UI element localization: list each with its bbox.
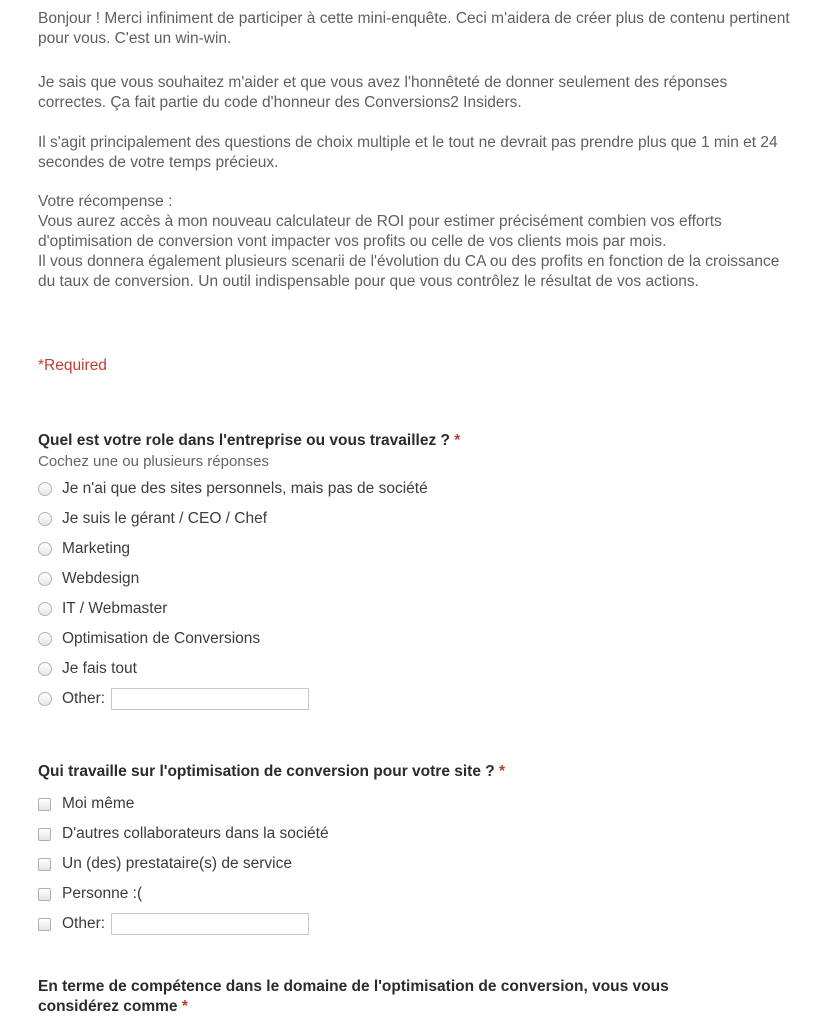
question-title-line-2: considérez comme: [38, 998, 178, 1015]
role-option-webdesign[interactable]: [38, 564, 798, 594]
checkbox[interactable]: [38, 798, 51, 811]
question-title: [38, 977, 798, 1017]
question-title-line-2-wrap: [38, 997, 798, 1017]
role-option-personal-sites[interactable]: [38, 474, 798, 504]
role-options: [38, 474, 798, 714]
who-option-nobody[interactable]: [38, 879, 798, 909]
radio-button[interactable]: [38, 572, 52, 586]
role-option-everything[interactable]: [38, 654, 798, 684]
role-option-ceo[interactable]: [38, 504, 798, 534]
reward-text-2: Il vous donnera également plusieurs scenarii de l'évolution du CA ou des profits en fonction de la croissance du taux de conversion. Un outil indispensable pour que vous contrôlez le résultat de vos actions.: [38, 253, 780, 290]
checkbox[interactable]: [38, 858, 51, 871]
option-label: Marketing: [62, 540, 131, 557]
option-label: IT / Webmaster: [62, 600, 168, 617]
radio-button[interactable]: [38, 692, 52, 706]
who-other-input[interactable]: [111, 913, 309, 935]
question-competence: [38, 977, 798, 1017]
role-other-input[interactable]: [111, 688, 309, 710]
intro-duration: Il s'agit principalement des questions de choix multiple et le tout ne devrait pas prendre plus que 1 min et 24 secondes de votre temps précieux.: [38, 134, 778, 171]
question-title-line-1: En terme de compétence dans le domaine de l'optimisation de conversion, vous vous: [38, 978, 669, 995]
option-label: Je suis le gérant / CEO / Chef: [62, 510, 268, 527]
role-option-other[interactable]: [38, 684, 798, 714]
role-option-it-webmaster[interactable]: [38, 594, 798, 624]
required-star: *: [499, 763, 506, 780]
intro-greeting: Bonjour ! Merci infiniment de participer à cette mini-enquête. Ceci m'aidera de créer plus de contenu pertinent pour vous. C'est un win-win.: [38, 10, 790, 47]
intro-reward: [38, 192, 798, 292]
option-label: Webdesign: [62, 570, 140, 587]
option-label: Optimisation de Conversions: [62, 630, 261, 647]
radio-button[interactable]: [38, 482, 52, 496]
who-works-options: [38, 789, 798, 939]
question-title-text: Qui travaille sur l'optimisation de conversion pour votre site ?: [38, 763, 495, 780]
who-option-other[interactable]: [38, 909, 798, 939]
question-title-text: Quel est votre role dans l'entreprise ou vous travaillez ?: [38, 432, 450, 449]
question-title: [38, 431, 798, 451]
question-who-works: [38, 762, 798, 939]
question-help-text: Cochez une ou plusieurs réponses: [38, 453, 269, 470]
option-label: Moi même: [62, 795, 135, 812]
role-option-conversion-optimisation[interactable]: [38, 624, 798, 654]
reward-heading: Votre récompense :: [38, 193, 173, 210]
option-label: Personne :(: [62, 885, 143, 902]
reward-text-1: Vous aurez accès à mon nouveau calculateur de ROI pour estimer précisément combien vos efforts d'optimisation de conversion vont impacter vos profits ou celle de vos clients mois par mois.: [38, 213, 722, 250]
radio-button[interactable]: [38, 602, 52, 616]
checkbox[interactable]: [38, 918, 51, 931]
radio-button[interactable]: [38, 632, 52, 646]
who-option-colleagues[interactable]: [38, 819, 798, 849]
question-role: [38, 431, 798, 714]
question-title: [38, 762, 798, 782]
who-option-myself[interactable]: [38, 789, 798, 819]
who-option-service-provider[interactable]: [38, 849, 798, 879]
role-option-marketing[interactable]: [38, 534, 798, 564]
option-label: Other:: [62, 690, 106, 707]
checkbox[interactable]: [38, 828, 51, 841]
option-label: Je n'ai que des sites personnels, mais pas de société: [62, 480, 428, 497]
required-star: *: [454, 432, 461, 449]
option-label: Un (des) prestataire(s) de service: [62, 855, 292, 872]
radio-button[interactable]: [38, 512, 52, 526]
option-label: D'autres collaborateurs dans la société: [62, 825, 329, 842]
intro-honor-code: Je sais que vous souhaitez m'aider et que vous avez l'honnêteté de donner seulement des réponses correctes. Ça fait partie du code d'honneur des Conversions2 Insiders.: [38, 74, 728, 111]
required-star: *: [181, 998, 188, 1015]
radio-button[interactable]: [38, 662, 52, 676]
option-label: Other:: [62, 915, 106, 932]
radio-button[interactable]: [38, 542, 52, 556]
option-label: Je fais tout: [62, 660, 137, 677]
required-note: *Required: [38, 357, 107, 374]
checkbox[interactable]: [38, 888, 51, 901]
